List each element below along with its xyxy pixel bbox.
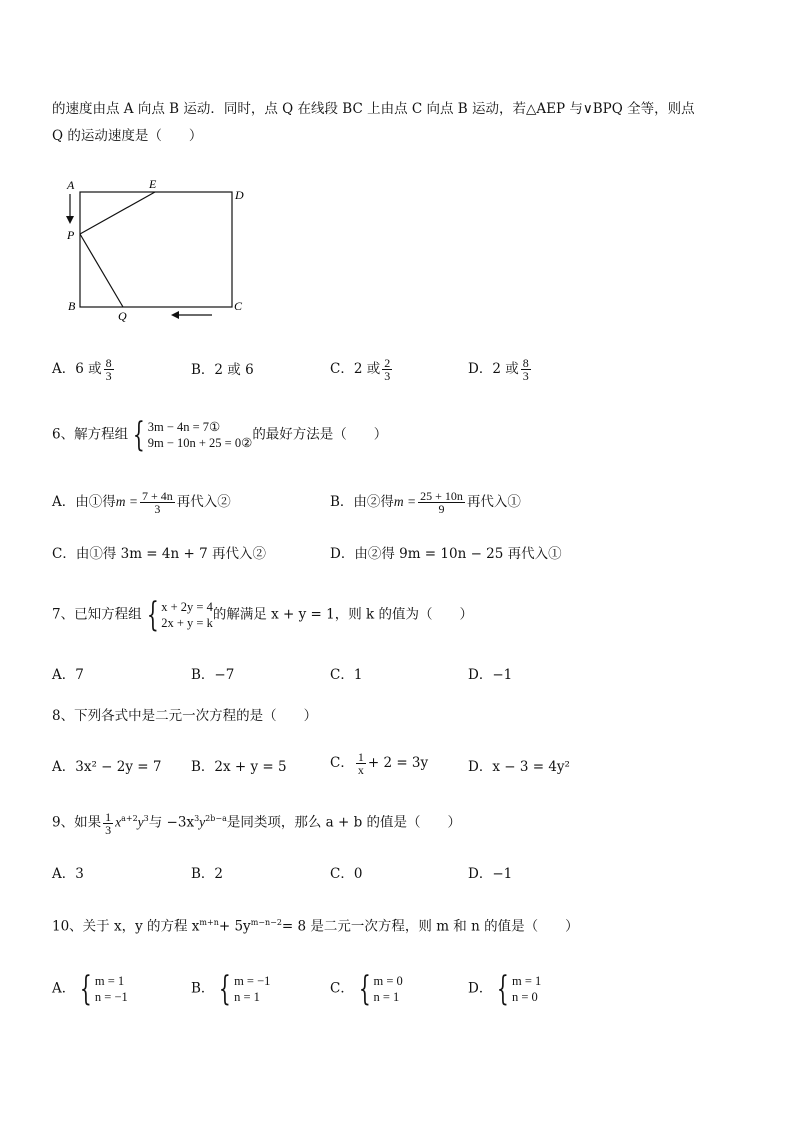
rectangle-abcd	[80, 192, 232, 307]
q7-stem: 7、已知方程组 { x + 2y = 4 2x + y = k 的解满足 x + y = 1，则 k 的值为（ ）	[52, 595, 474, 635]
q6-option-c[interactable]: C．由①得 3m = 4n + 7 再代入②	[52, 546, 266, 562]
q6-stem: 6、解方程组 { 3m − 4n = 7① 9m − 10n + 25 = 0② 的最好方法是（ ）	[52, 415, 388, 455]
q6-option-a[interactable]: A．由①得m = $\frac{7 + 4n}{3}$ 再代入②	[52, 489, 231, 516]
q8-option-c[interactable]: C． $\frac{1}{x}$ + 2 = 3y	[330, 750, 429, 777]
q10-option-c[interactable]: C． { m = 0 n = 1	[330, 969, 403, 1009]
q5-stem-line2: Q 的运动速度是（ ）	[52, 128, 203, 144]
label-a: A	[67, 178, 75, 192]
label-e: E	[149, 177, 157, 191]
q8-stem: 8、下列各式中是二元一次方程的是（ ）	[52, 708, 318, 724]
q5-option-a[interactable]: A．6 或 $\frac{8}{3}$	[52, 356, 112, 383]
q10-option-d[interactable]: D． { m = 1 n = 0	[468, 969, 542, 1009]
q9-option-b[interactable]: B．2	[191, 866, 224, 882]
q7-option-b[interactable]: B．−7	[191, 667, 235, 683]
q5-option-c[interactable]: C．2 或 $\frac{2}{3}$	[330, 356, 391, 383]
q9-option-c[interactable]: C．0	[330, 866, 363, 882]
q5-option-d[interactable]: D．2 或 $\frac{8}{3}$	[468, 356, 529, 383]
label-b: B	[68, 299, 76, 313]
q8-option-d[interactable]: D．x − 3 = 4y²	[468, 759, 570, 775]
q10-stem: 10、关于 x，y 的方程 $x^{m+n}+ 5y^{m-n-2}= 8$ 是二元一次方程，则 m 和 n 的值是（ ）	[52, 918, 579, 935]
arrow-down-head	[66, 216, 74, 224]
segment-pq	[80, 234, 123, 307]
q7-option-c[interactable]: C．1	[330, 667, 363, 683]
label-d: D	[235, 188, 244, 202]
q6-eq1: 3m − 4n = 7①	[147, 420, 221, 434]
q10-option-a[interactable]: A． { m = 1 n = −1	[52, 969, 128, 1009]
q8-option-a[interactable]: A．3x² − 2y = 7	[52, 759, 162, 775]
q6-option-b[interactable]: B．由②得m = $\frac{25 + 10n}{9}$ 再代入①	[330, 489, 521, 516]
arrow-left-head	[171, 311, 179, 319]
q6-eq2: 9m − 10n + 25 = 0②	[147, 436, 253, 450]
q9-option-d[interactable]: D．−1	[468, 866, 513, 882]
q7-eq2: 2x + y = k	[161, 616, 213, 630]
q8-option-b[interactable]: B．2x + y = 5	[191, 759, 287, 775]
q5-stem-line1: 的速度由点 A 向点 B 运动．同时，点 Q 在线段 BC 上由点 C 向点 B 运动，若△AEP 与∨BPQ 全等，则点	[52, 101, 695, 117]
q10-option-b[interactable]: B． { m = −1 n = 1	[191, 969, 271, 1009]
q5-rectangle-figure	[60, 172, 260, 322]
q7-eq1: x + 2y = 4	[161, 600, 213, 614]
label-p: P	[67, 228, 75, 242]
q9-stem: 9、如果 $\frac{1}{3}$ $x^{a+2}y^3$与 $-3x^3y^{2b-a}$是同类项，那么 a + b 的值是（ ）	[52, 809, 462, 837]
q9-option-a[interactable]: A．3	[52, 866, 84, 882]
q5-option-b[interactable]: B．2 或 6	[191, 362, 254, 378]
q7-option-a[interactable]: A．7	[52, 667, 84, 683]
q6-option-d[interactable]: D．由②得 9m = 10n − 25 再代入①	[330, 546, 562, 562]
label-q: Q	[118, 309, 127, 322]
q7-option-d[interactable]: D．−1	[468, 667, 513, 683]
segment-pe	[80, 192, 155, 234]
label-c: C	[234, 299, 243, 313]
